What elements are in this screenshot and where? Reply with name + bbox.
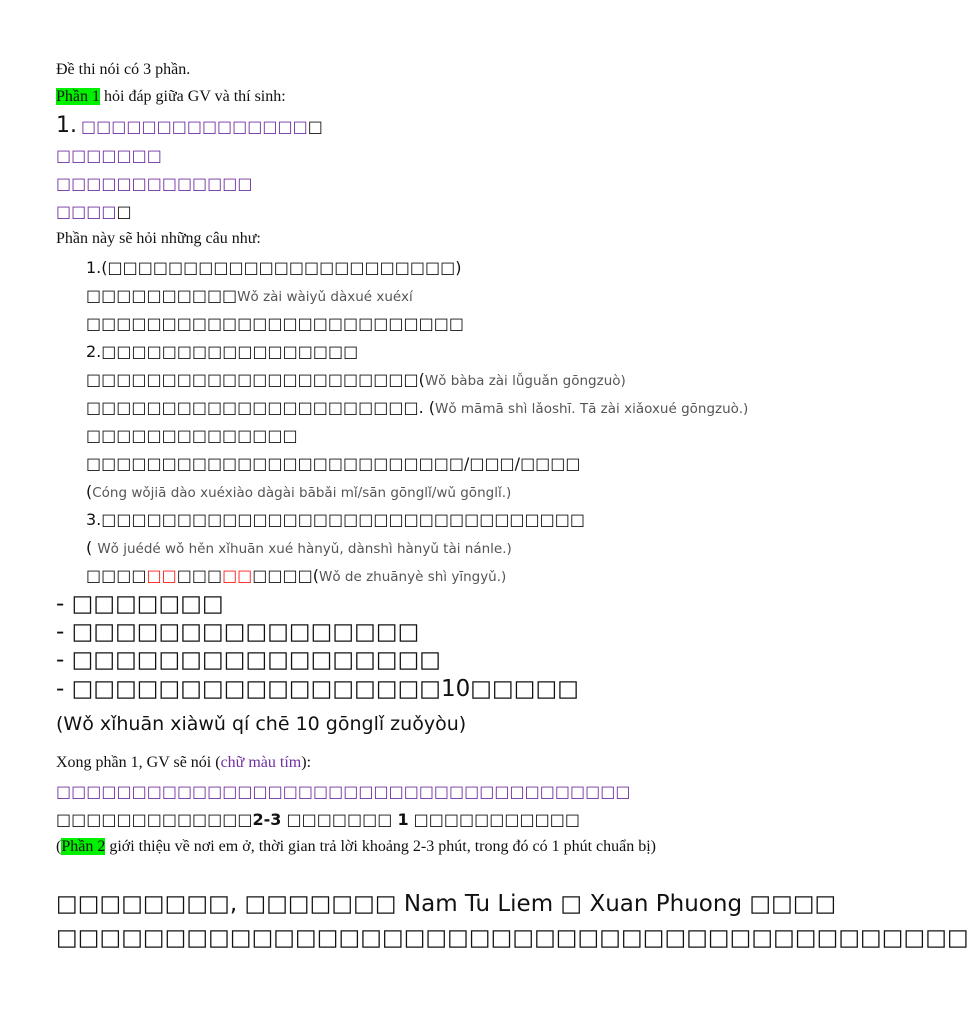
item-chinese-red: □□ (222, 566, 253, 585)
time-instruction (56, 806, 716, 834)
purple-instruction: □□□□□□□□□□□□□□□□□□□□□□□□□□□□□□□□□□□□□□ (56, 782, 631, 801)
note-text: ): (301, 754, 312, 771)
final-line-2: □□□□□□□□□□□□□□□□□□□□□□□□□□□□□□□□□□□□□□□□□□ (56, 925, 969, 951)
item-chinese: □□□□□□□□□□□□□□ (86, 426, 298, 445)
part2-heading (56, 836, 716, 857)
item-pinyin: Wǒ de zhuānyè shì yīngyǔ.) (319, 569, 507, 585)
purple-line-3 (56, 198, 716, 226)
note-text: Xong phần 1, GV sẽ nói ( (56, 754, 221, 771)
intro-text: Đề thi nói có 3 phần. (56, 61, 191, 78)
item-chinese: 1.(□□□□□□□□□□□□□□□□□□□□□□□) (86, 258, 462, 277)
final-line-1: □□□□□□□□, □□□□□□□ Nam Tu Liem □ Xuan Phuong □□□□ (56, 891, 837, 917)
after-part1-note (56, 748, 716, 778)
purple-line-3-end: □ (116, 202, 132, 221)
purple-line-1: □□□□□□□ (56, 146, 162, 165)
list-item (86, 282, 716, 310)
item-chinese: □□□□□□□□□□□□□□□□□□□□□□( (86, 370, 425, 389)
question-1 (56, 112, 716, 142)
item-chinese: □□□□□□□□□□□□□□□□□□□□□□□□□ (86, 314, 464, 333)
item-chinese: 3.□□□□□□□□□□□□□□□□□□□□□□□□□□□□□□□□ (86, 510, 586, 529)
part1-heading (56, 86, 716, 112)
dash-item: - □□□□□□□□□□□□□□□□□ (56, 647, 442, 673)
time-text: □□□□□□□□□□□ (408, 810, 580, 829)
list-item (86, 422, 716, 450)
purple-line-2: □□□□□□□□□□□□□ (56, 174, 253, 193)
note-purple: chữ màu tím (220, 754, 302, 771)
list-item (86, 562, 716, 590)
list-item (86, 450, 716, 478)
list-item (86, 310, 716, 338)
dash-item: - □□□□□□□ (56, 591, 224, 617)
list-item (86, 534, 716, 562)
question-list (56, 254, 749, 590)
time-text: □□□□□□□ (281, 810, 398, 829)
list-item (86, 366, 716, 394)
item-chinese: □□□□ (86, 566, 147, 585)
question-1-text: □□□□□□□□□□□□□□□ (81, 117, 308, 136)
part2-tag: Phần 2 (61, 838, 106, 855)
item-chinese: □□□□□□□□□□□□□□□□□□□□□□. ( (86, 398, 435, 417)
purple-line-3-text: □□□□ (56, 202, 117, 221)
list-item (86, 338, 716, 366)
part1-tag: Phần 1 (56, 88, 100, 105)
pinyin-line: (Wǒ xǐhuān xiàwǔ qí chē 10 gōnglǐ zuǒyòu) (56, 713, 467, 735)
item-chinese: 2.□□□□□□□□□□□□□□□□□ (86, 342, 359, 361)
item-chinese: ( (86, 538, 98, 557)
list-item (86, 478, 716, 506)
item-chinese: □□□□( (252, 566, 320, 585)
list-item (86, 394, 749, 422)
item-chinese: □□□ (176, 566, 223, 585)
item-pinyin: Wǒ juédé wǒ hěn xǐhuān xué hànyǔ, dànshì hànyǔ tài nánle.) (97, 541, 512, 557)
list-item (86, 506, 716, 534)
item-pinyin: Wǒ bàba zài lǚguǎn gōngzuò) (424, 373, 626, 389)
item-chinese: □□□□□□□□□□ (86, 286, 238, 305)
part2-text: giới thiệu về nơi em ở, thời gian trả lời khoảng 2-3 phút, trong đó có 1 phút chuẩn bị) (105, 838, 656, 855)
question-1-end: □ (307, 117, 323, 136)
time-range: 2-3 (252, 810, 282, 829)
part2-paren: ( (56, 838, 62, 855)
list-item (86, 254, 716, 282)
document-page (56, 58, 969, 955)
time-text: □□□□□□□□□□□□□ (56, 810, 253, 829)
dash-item: - □□□□□□□□□□□□□□□□ (56, 619, 420, 645)
time-minute: 1 (397, 810, 409, 829)
item-pinyin: Wǒ māmā shì lǎoshī. Tā zài xiǎoxué gōngzuò.) (435, 401, 749, 417)
part1-text: hỏi đáp giữa GV và thí sinh: (100, 88, 286, 105)
item-chinese: ( (86, 482, 93, 501)
dash-item: - □□□□□□□□□□□□□□□□□10□□□□□ (56, 676, 579, 702)
item-pinyin: Wǒ zài wàiyǔ dàxué xuéxí (237, 289, 413, 305)
item-chinese-red: □□ (146, 566, 177, 585)
item-pinyin: Cóng wǒjiā dào xuéxiào dàgài bābǎi mǐ/sān gōnglǐ/wǔ gōnglǐ.) (92, 485, 512, 501)
item-chinese: □□□□□□□□□□□□□□□□□□□□□□□□□/□□□/□□□□ (86, 454, 581, 473)
description-text: Phần này sẽ hỏi những câu như: (56, 230, 261, 247)
spacer (56, 857, 716, 887)
question-1-number: 1. (56, 113, 77, 138)
